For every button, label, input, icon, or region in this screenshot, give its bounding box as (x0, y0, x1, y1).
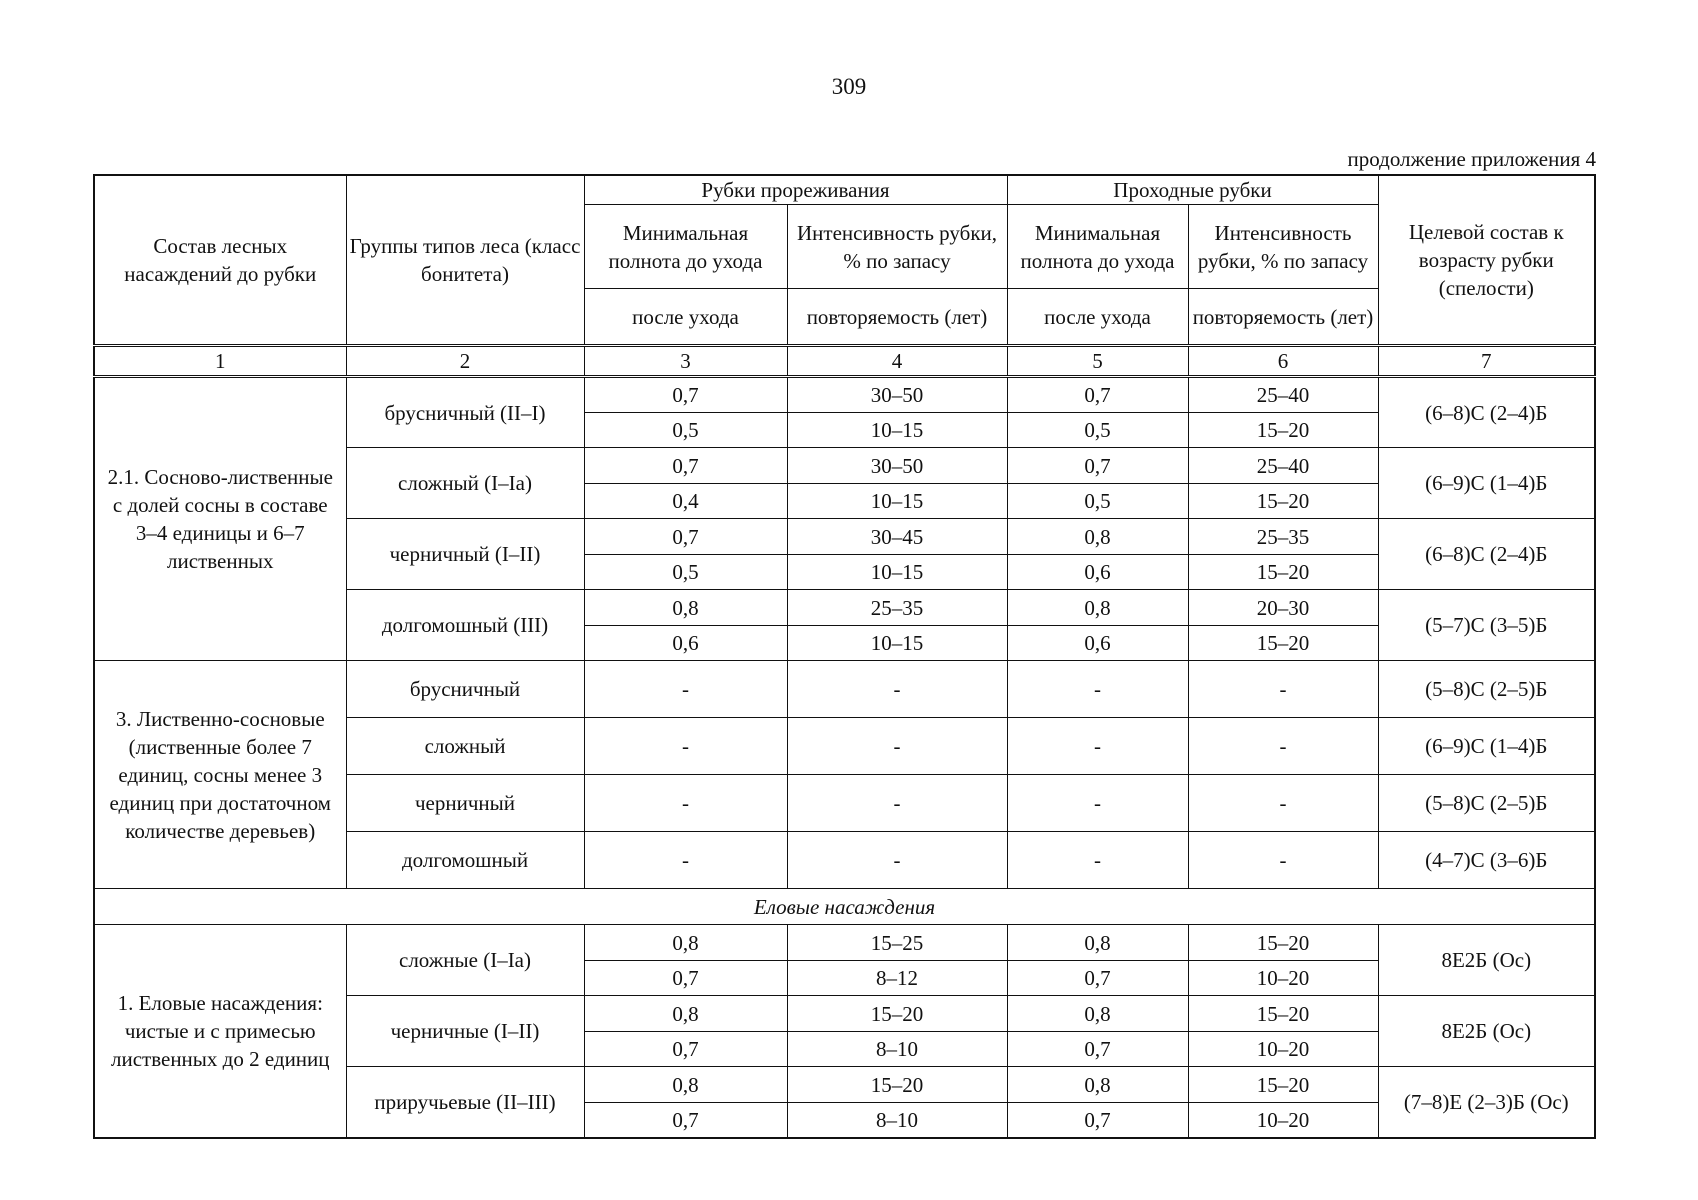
value-cell: - (787, 718, 1007, 775)
value-cell: 15–20 (1188, 1067, 1378, 1103)
value-cell: 0,7 (584, 961, 787, 996)
target-composition: (6–8)С (2–4)Б (1378, 519, 1595, 590)
col-number: 1 (94, 346, 346, 377)
value-cell: 0,4 (584, 484, 787, 519)
value-cell: 0,6 (1007, 626, 1188, 661)
value-cell: 0,7 (1007, 377, 1188, 413)
target-composition: (5–8)С (2–5)Б (1378, 775, 1595, 832)
value-cell: 0,8 (584, 590, 787, 626)
forest-care-table (93, 174, 1596, 1139)
col-number: 4 (787, 346, 1007, 377)
value-cell: 25–40 (1188, 377, 1378, 413)
value-cell: 10–20 (1188, 1103, 1378, 1138)
value-cell: 30–45 (787, 519, 1007, 555)
header-repeat-passing: повторяемость (лет) (1188, 289, 1378, 346)
header-repeat-thinning: повторяемость (лет) (787, 289, 1007, 346)
section-spruce-1-label: 1. Еловые насаждения: чистые и с примесью лиственных до 2 единиц (94, 925, 346, 1138)
col-number: 5 (1007, 346, 1188, 377)
header-intensity-passing: Интенсивность рубки, % по запасу (1188, 205, 1378, 289)
header-forest-type: Группы типов леса (класс бонитета) (346, 175, 584, 346)
value-cell: - (787, 832, 1007, 889)
header-intensity-thinning: Интенсивность рубки, % по запасу (787, 205, 1007, 289)
value-cell: 0,8 (584, 996, 787, 1032)
section-title-spruce: Еловые насаждения (94, 889, 1595, 925)
header-after-care-passing: после ухода (1007, 289, 1188, 346)
value-cell: 0,8 (1007, 590, 1188, 626)
value-cell: 0,5 (1007, 484, 1188, 519)
target-composition: (5–8)С (2–5)Б (1378, 661, 1595, 718)
value-cell: 15–25 (787, 925, 1007, 961)
forest-type: черничный (I–II) (346, 519, 584, 590)
header-target: Целевой состав к возрасту рубки (спелости) (1378, 175, 1595, 346)
value-cell: 0,8 (1007, 519, 1188, 555)
value-cell: - (1007, 718, 1188, 775)
value-cell: 10–15 (787, 484, 1007, 519)
value-cell: 25–35 (787, 590, 1007, 626)
col-number: 2 (346, 346, 584, 377)
col-number: 6 (1188, 346, 1378, 377)
value-cell: - (1188, 832, 1378, 889)
value-cell: - (1188, 718, 1378, 775)
value-cell: 8–10 (787, 1103, 1007, 1138)
value-cell: 15–20 (787, 996, 1007, 1032)
forest-type: приручьевые (II–III) (346, 1067, 584, 1138)
header-min-density-thinning: Минимальная полнота до ухода (584, 205, 787, 289)
value-cell: 8–10 (787, 1032, 1007, 1067)
target-composition: (6–9)С (1–4)Б (1378, 718, 1595, 775)
value-cell: - (1188, 661, 1378, 718)
section-3-label: 3. Лиственно-сосновые (лиственные более 7 единиц, сосны менее 3 единиц при достаточном количестве деревьев) (94, 661, 346, 889)
value-cell: - (1007, 832, 1188, 889)
target-composition: (4–7)С (3–6)Б (1378, 832, 1595, 889)
value-cell: 0,8 (584, 1067, 787, 1103)
header-passing: Проходные рубки (1007, 175, 1378, 205)
value-cell: 0,7 (584, 448, 787, 484)
value-cell: 30–50 (787, 448, 1007, 484)
target-composition: 8Е2Б (Ос) (1378, 996, 1595, 1067)
value-cell: 10–15 (787, 555, 1007, 590)
value-cell: 15–20 (1188, 996, 1378, 1032)
continuation-note: продолжение приложения 4 (1347, 147, 1596, 171)
forest-type: долгомошный (III) (346, 590, 584, 661)
header-composition: Состав лесных насаждений до рубки (94, 175, 346, 346)
value-cell: 0,8 (584, 925, 787, 961)
value-cell: 10–15 (787, 626, 1007, 661)
value-cell: 25–40 (1188, 448, 1378, 484)
value-cell: 0,6 (1007, 555, 1188, 590)
value-cell: 0,5 (1007, 413, 1188, 448)
value-cell: - (1188, 775, 1378, 832)
value-cell: - (787, 775, 1007, 832)
target-composition: (5–7)С (3–5)Б (1378, 590, 1595, 661)
value-cell: 0,7 (584, 377, 787, 413)
section-2-1-label: 2.1. Сосново-лиственные с долей сосны в составе 3–4 единицы и 6–7 лиственных (94, 377, 346, 661)
value-cell: 0,5 (584, 555, 787, 590)
value-cell: 0,6 (584, 626, 787, 661)
col-number: 7 (1378, 346, 1595, 377)
target-composition: (6–8)С (2–4)Б (1378, 377, 1595, 448)
col-number: 3 (584, 346, 787, 377)
value-cell: 0,5 (584, 413, 787, 448)
value-cell: 15–20 (787, 1067, 1007, 1103)
forest-type: долгомошный (346, 832, 584, 889)
forest-type: брусничный (346, 661, 584, 718)
value-cell: 0,7 (1007, 1032, 1188, 1067)
forest-type: сложный (346, 718, 584, 775)
value-cell: 0,7 (584, 1103, 787, 1138)
value-cell: 0,7 (584, 1032, 787, 1067)
value-cell: 8–12 (787, 961, 1007, 996)
value-cell: - (584, 832, 787, 889)
forest-type: черничный (346, 775, 584, 832)
page-number: 309 (831, 74, 867, 99)
value-cell: - (584, 718, 787, 775)
value-cell: 0,7 (584, 519, 787, 555)
forest-type: брусничный (II–I) (346, 377, 584, 448)
value-cell: 25–35 (1188, 519, 1378, 555)
value-cell: 0,7 (1007, 448, 1188, 484)
forest-type: сложный (I–Ia) (346, 448, 584, 519)
value-cell: - (1007, 775, 1188, 832)
target-composition: 8Е2Б (Ос) (1378, 925, 1595, 996)
value-cell: 10–20 (1188, 1032, 1378, 1067)
forest-type: черничные (I–II) (346, 996, 584, 1067)
value-cell: 10–20 (1188, 961, 1378, 996)
value-cell: - (584, 661, 787, 718)
value-cell: 15–20 (1188, 925, 1378, 961)
target-composition: (6–9)С (1–4)Б (1378, 448, 1595, 519)
value-cell: - (584, 775, 787, 832)
value-cell: 15–20 (1188, 413, 1378, 448)
value-cell: 30–50 (787, 377, 1007, 413)
value-cell: 0,8 (1007, 996, 1188, 1032)
header-after-care-thinning: после ухода (584, 289, 787, 346)
value-cell: 0,7 (1007, 961, 1188, 996)
value-cell: 0,7 (1007, 1103, 1188, 1138)
value-cell: 20–30 (1188, 590, 1378, 626)
header-thinning: Рубки прореживания (584, 175, 1007, 205)
forest-type: сложные (I–Ia) (346, 925, 584, 996)
value-cell: - (1007, 661, 1188, 718)
value-cell: 15–20 (1188, 484, 1378, 519)
value-cell: 15–20 (1188, 555, 1378, 590)
header-min-density-passing: Минимальная полнота до ухода (1007, 205, 1188, 289)
value-cell: 10–15 (787, 413, 1007, 448)
value-cell: 15–20 (1188, 626, 1378, 661)
value-cell: 0,8 (1007, 1067, 1188, 1103)
value-cell: - (787, 661, 1007, 718)
target-composition: (7–8)Е (2–3)Б (Ос) (1378, 1067, 1595, 1138)
value-cell: 0,8 (1007, 925, 1188, 961)
